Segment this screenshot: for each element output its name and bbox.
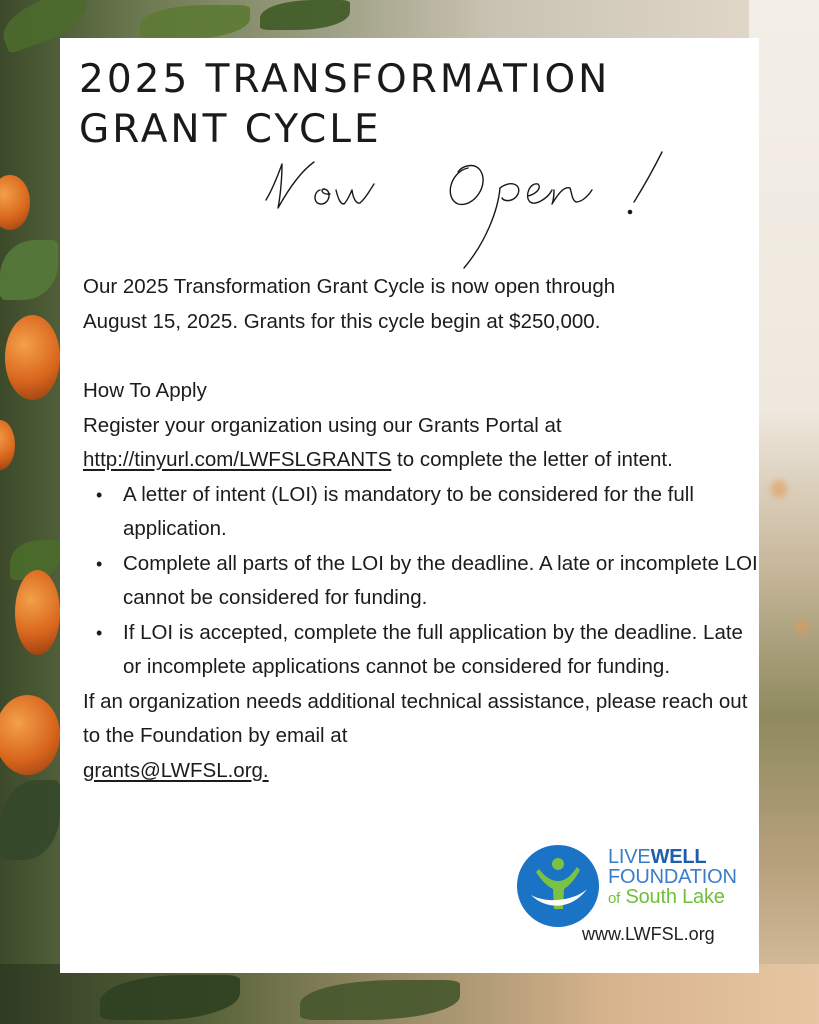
body-text	[83, 270, 758, 788]
leaf	[0, 240, 58, 300]
assistance-text: If an organization needs additional technical assistance, please reach out to the Foundation by email at	[83, 689, 748, 747]
orange-fruit	[5, 315, 60, 400]
list-item: • If LOI is accepted, complete the full application by the deadline. Late or incomplete applications cannot be considered for funding.	[123, 616, 758, 685]
intro-line-1: Our 2025 Transformation Grant Cycle is now open through	[83, 275, 616, 298]
grants-portal-link[interactable]: http://tinyurl.com/LWFSLGRANTS	[83, 448, 392, 471]
person-icon	[517, 845, 599, 927]
now-open-script	[258, 150, 688, 280]
website-url[interactable]: www.LWFSL.org	[582, 924, 715, 944]
orange-fruit	[0, 175, 30, 230]
requirements-list	[83, 478, 758, 685]
orange-fruit-blurred	[770, 480, 788, 498]
intro-line-2: August 15, 2025. Grants for this cycle begin at $250,000.	[83, 309, 601, 333]
list-item: • A letter of intent (LOI) is mandatory to be considered for the full application.	[123, 478, 758, 547]
background-right-strip	[749, 0, 819, 1024]
orange-fruit	[0, 695, 60, 775]
logo-south-lake: South Lake	[625, 886, 725, 908]
email-link[interactable]: grants@LWFSL.org.	[83, 758, 269, 782]
register-text-after-link: to complete the letter of intent.	[391, 448, 673, 471]
now-open-lettering	[258, 150, 688, 280]
register-text: Register your organization using our Grants Portal at	[83, 413, 562, 437]
orange-fruit-blurred	[795, 620, 809, 634]
livewell-logo	[517, 845, 749, 927]
spacer	[83, 339, 758, 374]
how-to-apply-heading: How To Apply	[83, 379, 207, 402]
register-paragraph	[83, 409, 758, 478]
logo-foundation: FOUNDATION	[608, 866, 737, 888]
leaf	[0, 780, 60, 860]
page-title	[79, 55, 610, 155]
logo-emblem	[517, 845, 599, 927]
assistance-paragraph	[83, 685, 758, 789]
orange-fruit	[0, 420, 15, 470]
logo-wordmark	[608, 847, 737, 909]
orange-fruit	[15, 570, 60, 655]
leaf	[260, 0, 350, 30]
title-line-2: GRANT CYCLE	[79, 107, 382, 152]
list-item: • Complete all parts of the LOI by the deadline. A late or incomplete LOI cannot be considered for funding.	[123, 547, 758, 616]
logo-well: WELL	[650, 846, 707, 868]
title-line-1: 2025 TRANSFORMATION	[79, 57, 611, 102]
logo-of: of	[608, 890, 621, 907]
intro-paragraph	[83, 270, 758, 339]
logo-live: LIVE	[608, 846, 651, 868]
leaf	[140, 5, 250, 39]
